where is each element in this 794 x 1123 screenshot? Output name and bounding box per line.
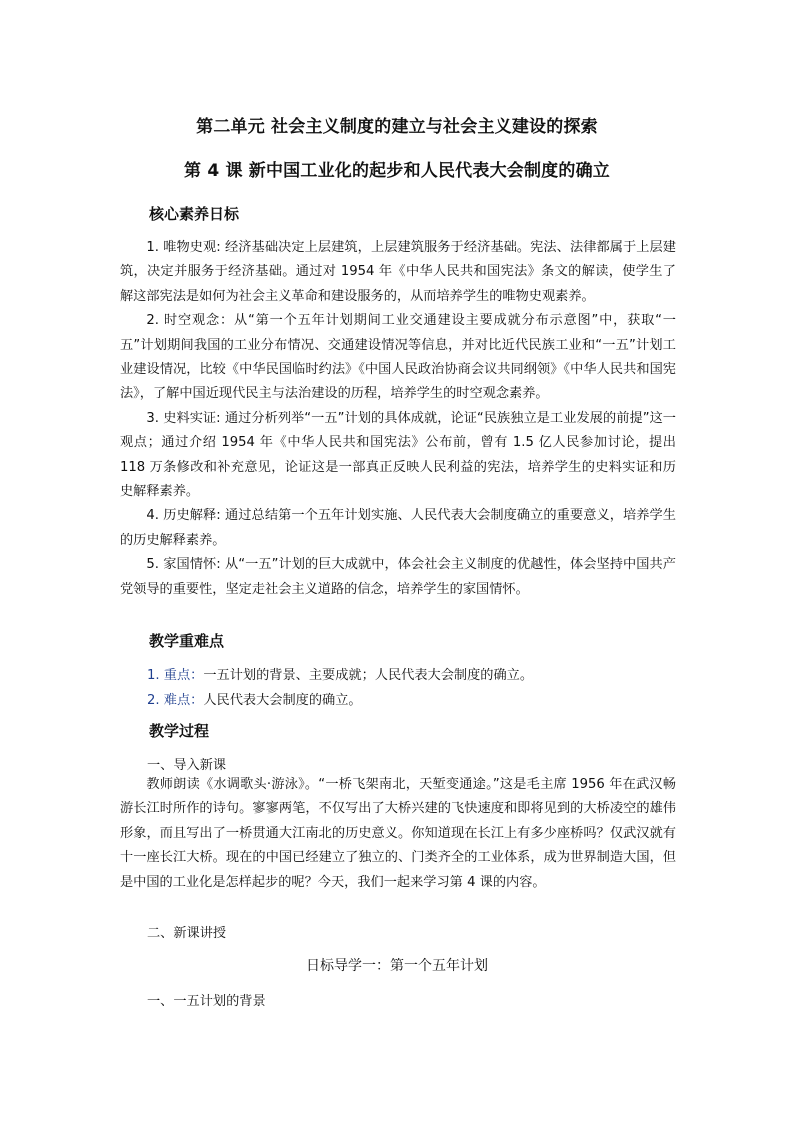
- goal-item: 2. 时空观念：从“第一个五年计划期间工业交通建设主要成就分布示意图”中，获取“一五”计划期间我国的工业分布情况、交通建设情况等信息，并对比近代民族工业和“一五”计划工业建设情况，比较《中华民国临时约法》《中国人民政治协商会议共同纲领》《中华人民共和国宪法》，了解中国近现代民主与法治建设的历程，培养学生的时空观念素养。: [120, 313, 676, 402]
- subsection-title: 一、一五计划的背景: [147, 994, 266, 1009]
- keypoint-label: 1. 重点：: [147, 668, 204, 683]
- process-heading: 教学过程: [149, 722, 210, 740]
- section-lecture-title: 二、新课讲授: [147, 926, 227, 941]
- goals-heading: 核心素养日标: [149, 205, 240, 223]
- section-intro-title: 一、导入新课: [147, 758, 227, 773]
- unit-title: 第二单元 社会主义制度的建立与社会主义建设的探索: [196, 117, 598, 137]
- goal-item: 1. 唯物史观: 经济基础决定上层建筑，上层建筑服务于经济基础。宪法、法律都属于上层建筑，决定并服务于经济基础。通过对 1954 年《中华人民共和国宪法》条文的解读，使学生了解这部宪法是如何为社会主义革命和建设服务的，从而培养学生的唯物史观素养。: [120, 240, 676, 304]
- goal-item: 5. 家国情怀: 从“一五”计划的巨大成就中，体会社会主义制度的优越性，体会坚持中国共产党领导的重要性，坚定走社会主义道路的信念，培养学生的家国情怀。: [120, 557, 676, 597]
- keypoint-label: 2. 难点：: [147, 693, 204, 708]
- keypoints-heading: 教学重难点: [149, 632, 225, 650]
- keypoint-text: 一五计划的背景、主要成就；人民代表大会制度的确立。: [203, 668, 534, 683]
- keypoint-important: [147, 664, 533, 683]
- goal-item: 4. 历史解释: 通过总结第一个五年计划实施、人民代表大会制度确立的重要意义，培养学生的历史解释素养。: [120, 508, 676, 548]
- keypoint-difficult: [147, 689, 362, 708]
- intro-block: [120, 773, 676, 895]
- keypoint-text: 人民代表大会制度的确立。: [203, 693, 362, 708]
- lesson-title: 第 4 课 新中国工业化的起步和人民代表大会制度的确立: [184, 161, 610, 181]
- intro-paragraph: 教师朗读《水调歌头·游泳》。“一桥飞架南北，天堑变通途。”这是毛主席 1956 年在武汉畅游长江时所作的诗句。寥寥两笔，不仅写出了大桥兴建的飞快速度和即将见到的大桥凌空的雄伟形象，而且写出了一桥贯通大江南北的历史意义。你知道现在长江上有多少座桥吗？仅武汉就有十一座长江大桥。现在的中国已经建立了独立的、门类齐全的工业体系，成为世界制造大国，但是中国的工业化是怎样起步的呢？今天，我们一起来学习第 4 课的内容。: [120, 777, 676, 890]
- goals-list: [120, 236, 676, 602]
- target-title: 日标导学一：第一个五年计划: [306, 958, 488, 974]
- goal-item: 3. 史料实证: 通过分析列举“一五”计划的具体成就，论证“民族独立是工业发展的前提”这一观点；通过介绍 1954 年《中华人民共和国宪法》公布前，曾有 1.5 亿人民参加讨论，提出 118 万条修改和补充意见，论证这是一部真正反映人民利益的宪法，培养学生的史料实证和历史解释素养。: [120, 410, 676, 500]
